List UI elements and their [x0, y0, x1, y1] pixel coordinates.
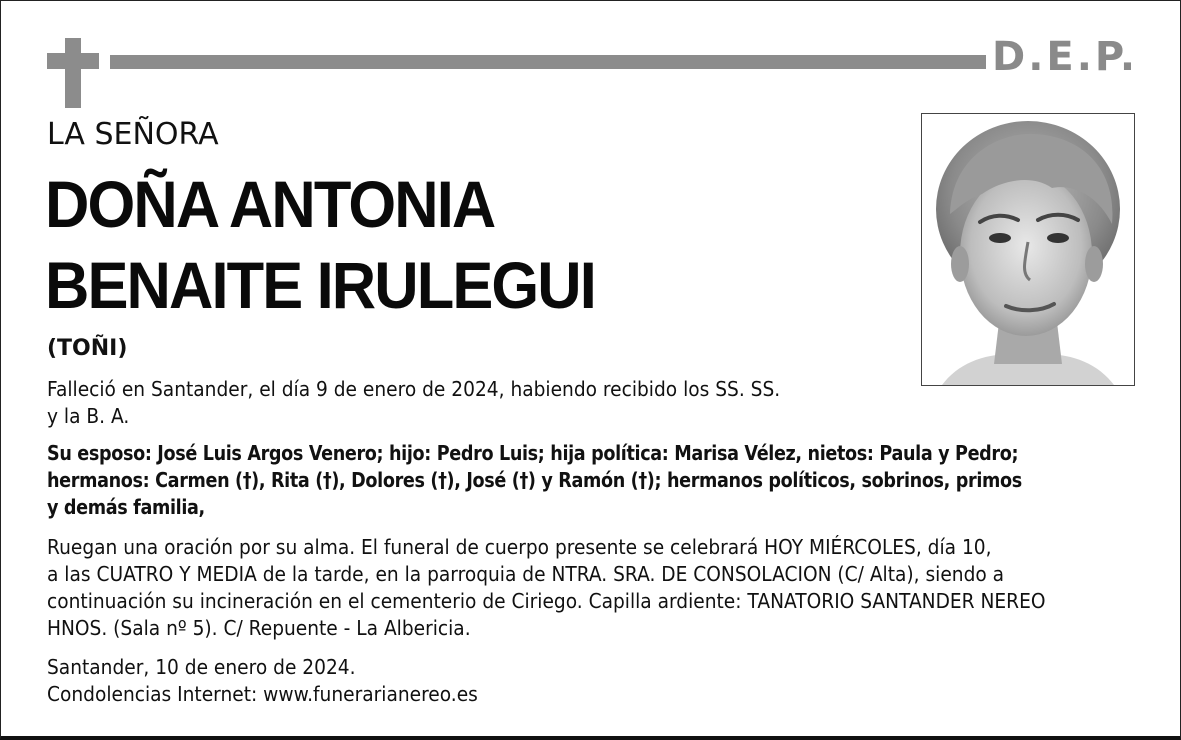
place-date: Santander, 10 de enero de 2024.	[47, 655, 356, 679]
condolences: Condolencias Internet: www.funerarianereo.es	[47, 682, 478, 706]
cross-icon	[65, 38, 81, 108]
name-line-1: DOÑA ANTONIA	[45, 167, 495, 241]
death-line: y la B. A.	[47, 404, 130, 428]
name-line-2: BENAITE IRULEGUI	[45, 248, 595, 322]
family-line: Su esposo: José Luis Argos Venero; hijo: Pedro Luis; hija política: Marisa Vélez, nietos: Paula y Pedro;	[47, 441, 1019, 465]
funeral-line: a las CUATRO Y MEDIA de la tarde, en la parroquia de NTRA. SRA. DE CONSOLACION (C/ Alta), siendo a	[47, 562, 1005, 586]
portrait-photo	[921, 113, 1135, 386]
family-line: hermanos: Carmen (†), Rita (†), Dolores (†), José (†) y Ramón (†); hermanos políticos, sobrinos, primos	[47, 468, 1022, 492]
death-line: Falleció en Santander, el día 9 de enero de 2024, habiendo recibido los SS. SS.	[47, 377, 781, 401]
funeral-line: continuación su incineración en el cementerio de Ciriego. Capilla ardiente: TANATORIO SANTANDER NEREO	[47, 589, 1046, 613]
header-rule	[110, 55, 986, 69]
dep-label: D.E.P.	[992, 34, 1139, 80]
honorific: LA SEÑORA	[47, 117, 219, 152]
cross-icon-bar	[47, 53, 99, 69]
funeral-line: HNOS. (Sala nº 5). C/ Repuente - La Albericia.	[47, 616, 471, 640]
family-line: y demás familia,	[47, 495, 205, 519]
portrait-image	[922, 114, 1134, 385]
funeral-line: Ruegan una oración por su alma. El funeral de cuerpo presente se celebrará HOY MIÉRCOLES, día 10,	[47, 535, 992, 559]
nickname: (TOÑI)	[47, 336, 128, 361]
